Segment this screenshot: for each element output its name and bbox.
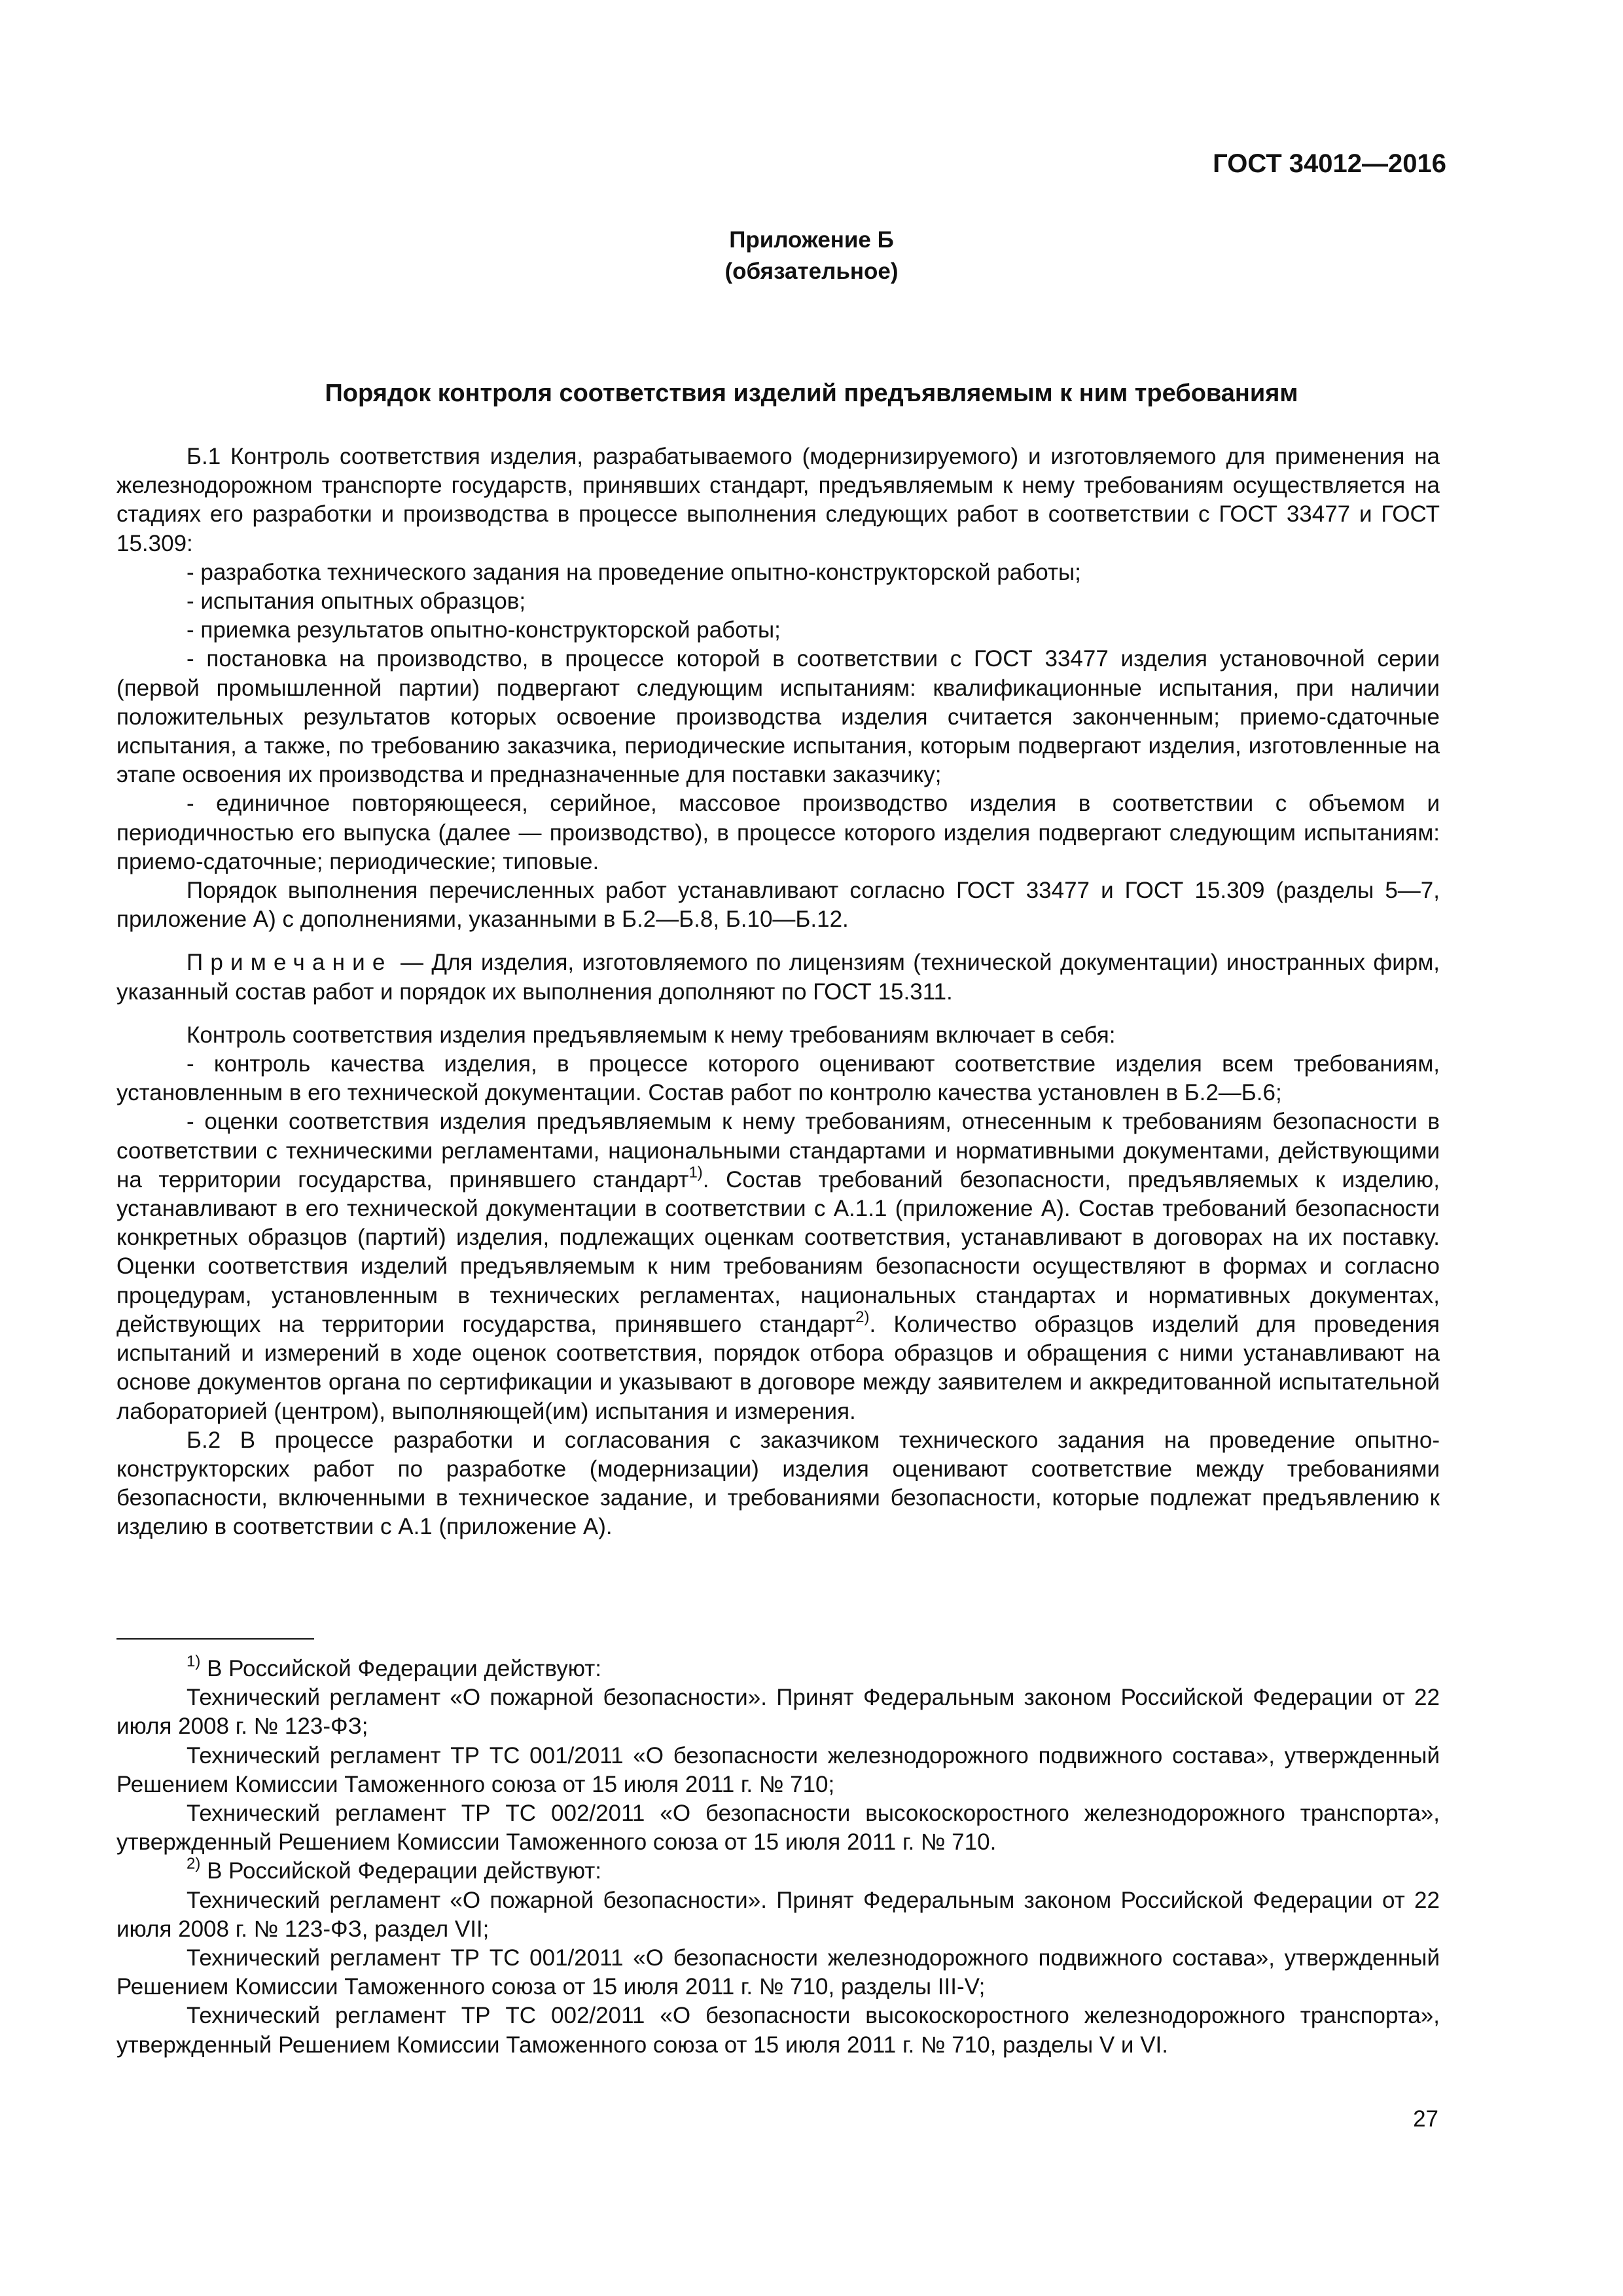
footnote-2-item: Технический регламент ТР ТС 002/2011 «О безопасности высокоскоростного железнодорожного транспорта», утвержденный Решением Комиссии Таможенного союза от 15 июля 2011 г. № 710, разделы V и VI. [116,2003,1440,2058]
note [116,948,1440,1006]
paragraph: Порядок выполнения перечисленных работ устанавливают согласно ГОСТ 33477 и ГОСТ 15.309 (разделы 5—7, приложение А) с дополнениями, указанными в Б.2—Б.8, Б.10—Б.12. [116,878,1440,933]
annex-label: Приложение Б [729,227,894,253]
footnote-1-intro: $^{1)}$ В Российской Федерации действуют: [187,1653,601,1681]
footnote-1-item: Технический регламент «О пожарной безопасности». Принят Федеральным законом Российской Федерации от 22 июля 2008 г. № 123-ФЗ; [116,1685,1440,1740]
note-label: Примечание [187,950,393,976]
list-item: - разработка технического задания на проведение опытно-конструкторской работы; [187,559,1081,585]
page-number: 27 [1413,2106,1438,2132]
list-item: - постановка на производство, в процессе которой в соответствии с ГОСТ 33477 изделия установочной серии (первой промышленной партии) подвергают следующим испытаниям: квалификационные испытания, при наличии положительных результатов которых освоение производства изделия считается законченным; приемо-сдаточные испытания, а также, по требованию заказчика, периодические испытания, которым подвергают изделия, изготовленные на этапе освоения их производства и предназначенные для поставки заказчику; [116,646,1440,788]
footnote-mark: 2) [187,1855,201,1873]
list-item [116,1107,1440,1426]
text-segment: - оценки соответствия изделия предъявляемым к нему требованиям, отнесенным к требованиям безопасности в соответствии с техническими регламентами, национальными стандартами и нормативными документами, действующими на территории государства, принявшего стандарт [116,1109,1440,1193]
note-text: — Для изделия, изготовляемого по лицензиям (технической документации) иностранных фирм, указанный состав работ и порядок их выполнения дополняют по ГОСТ 15.311. [116,950,1440,1005]
main-text [116,442,1440,1542]
list-item: - единичное повторяющееся, серийное, массовое производство изделия в соответствии с объемом и периодичностью его выпуска (далее — производство), в процессе которого изделия подвергают следующим испытаниям: приемо-сдаточные; периодические; типовые. [116,791,1440,874]
text-segment: . Количество образцов изделий для проведения испытаний и измерений в ходе оценок соответствия, порядок отбора образцов и обращения с ними устанавливают на основе документов органа по сертификации и указывают в договоре между заявителем и аккредитованной испытательной лабораторией (центром), выполняющей(им) испытания и измерения. [116,1311,1440,1424]
footnote-ref-1: 1) [688,1163,703,1181]
footnote-separator [116,1638,314,1640]
paragraph-b1: Б.1 Контроль соответствия изделия, разрабатываемого (модернизируемого) и изготовляемого для применения на железнодорожном транспорте государств, принявших стандарт, предъявляемым к нему требованиям осуществляется на стадиях его разработки и производства в процессе выполнения следующих работ в соответствии с ГОСТ 33477 и ГОСТ 15.309: [116,444,1440,556]
footnote-2-intro: $^{2)}$ В Российской Федерации действуют: [187,1855,601,1884]
footnote-2-item: Технический регламент «О пожарной безопасности». Принят Федеральным законом Российской Федерации от 22 июля 2008 г. № 123-ФЗ, раздел VII; [116,1887,1440,1942]
list-item: - приемка результатов опытно-конструкторской работы; [187,617,781,643]
text-segment: . Состав требований безопасности, предъявляемых к изделию, устанавливают в его технической документации в соответствии с А.1.1 (приложение А). Состав требований безопасности конкретных образцов (партий) изделия, подлежащих оценкам соответствия, устанавливают в договорах на их поставку. Оценки соответствия изделий предъявляемым к ним требованиям безопасности осуществляют в формах и согласно процедурам, установленным в технических регламентах, национальных стандартах и нормативных документах, действующих на территории государства, принявшего стандарт [116,1166,1440,1337]
paragraph-b2: Б.2 В процессе разработки и согласования с заказчиком технического задания на проведение опытно-конструкторских работ по разработке (модернизации) изделия оценивают соответствие между требованиями безопасности, включенными в техническое задание, и требованиями безопасности, которые подлежат предъявлению к изделию в соответствии с А.1 (приложение А). [116,1427,1440,1540]
footnote-ref-2: 2) [855,1308,870,1326]
list-item: - испытания опытных образцов; [187,588,526,615]
footnote-1-item: Технический регламент ТР ТС 002/2011 «О безопасности высокоскоростного железнодорожного транспорта», утвержденный Решением Комиссии Таможенного союза от 15 июля 2011 г. № 710. [116,1801,1440,1856]
list-item: - контроль качества изделия, в процессе которого оценивают соответствие изделия всем требованиям, установленным в его технической документации. Состав работ по контролю качества установлен в Б.2—Б.6; [116,1051,1440,1106]
section-title: Порядок контроля соответствия изделий предъявляемым к ним требованиям [325,380,1298,407]
annex-status: (обязательное) [724,259,899,284]
document-code: ГОСТ 34012—2016 [1213,149,1446,178]
footnote-1-item: Технический регламент ТР ТС 001/2011 «О безопасности железнодорожного подвижного состава», утвержденный Решением Комиссии Таможенного союза от 15 июля 2011 г. № 710; [116,1742,1440,1797]
footnotes [116,1655,1440,2060]
footnote-2-item: Технический регламент ТР ТС 001/2011 «О безопасности железнодорожного подвижного состава», утвержденный Решением Комиссии Таможенного союза от 15 июля 2011 г. № 710, разделы III-V; [116,1945,1440,2000]
footnote-mark: 1) [187,1653,201,1670]
paragraph: Контроль соответствия изделия предъявляемым к нему требованиям включает в себя: [187,1022,1116,1048]
